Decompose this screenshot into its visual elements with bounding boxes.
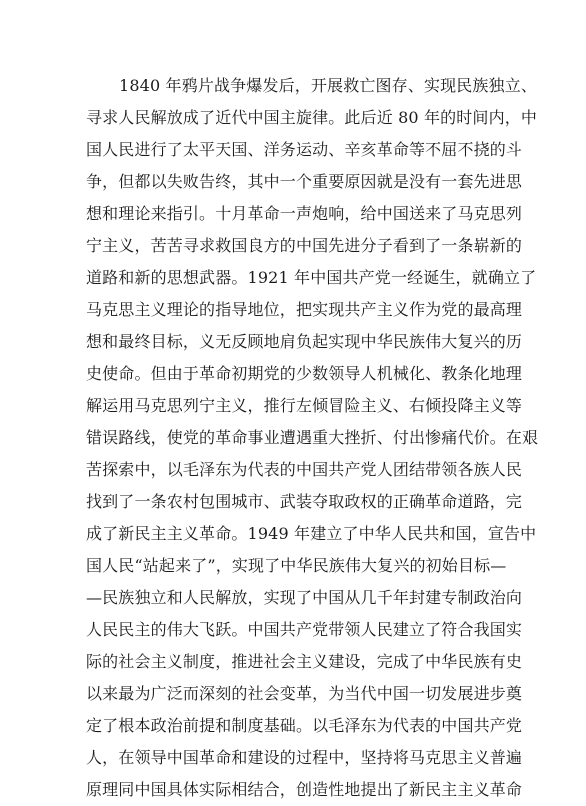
- paragraph-line: 原理同中国具体实际相结合，创造性地提出了新民主主义革命: [86, 780, 523, 799]
- paragraph-line: 际的社会主义制度，推进社会主义建设，完成了中华民族有史: [86, 652, 523, 671]
- paragraph-line: —民族独立和人民解放，实现了中国从几千年封建专制政治向: [86, 588, 523, 607]
- paragraph-line: 人民民主的伟大飞跃。中国共产党带领人民建立了符合我国实: [86, 620, 523, 639]
- paragraph-line: 寻求人民解放成了近代中国主旋律。此后近 80 年的时间内，中: [86, 108, 538, 127]
- paragraph-line: 想和理论来指引。十月革命一声炮响，给中国送来了马克思列: [86, 204, 523, 223]
- paragraph-line: 以来最为广泛而深刻的社会变革，为当代中国一切发展进步奠: [86, 684, 523, 703]
- paragraph-line: 人，在领导中国革命和建设的过程中，坚持将马克思主义普遍: [86, 748, 523, 767]
- paragraph-line: 解运用马克思列宁主义，推行左倾冒险主义、右倾投降主义等: [86, 396, 523, 415]
- paragraph-line: 成了新民主主义革命。1949 年建立了中华人民共和国，宣告中: [86, 524, 537, 543]
- paragraph-line: 苦探索中，以毛泽东为代表的中国共产党人团结带领各族人民: [86, 460, 523, 479]
- paragraph-line: 国人民进行了太平天国、洋务运动、辛亥革命等不屈不挠的斗: [86, 140, 523, 159]
- paragraph-line: 史使命。但由于革命初期党的少数领导人机械化、教条化地理: [86, 364, 523, 383]
- paragraph-line: 马克思主义理论的指导地位，把实现共产主义作为党的最高理: [86, 300, 523, 319]
- paragraph-line: 国人民“站起来了”，实现了中华民族伟大复兴的初始目标—: [86, 556, 507, 575]
- paragraph-line: 定了根本政治前提和制度基础。以毛泽东为代表的中国共产党: [86, 716, 523, 735]
- body-paragraph: [86, 70, 539, 806]
- paragraph-line: 宁主义，苦苦寻求救国良方的中国先进分子看到了一条崭新的: [86, 236, 523, 255]
- paragraph-line: 想和最终目标，义无反顾地肩负起实现中华民族伟大复兴的历: [86, 332, 523, 351]
- paragraph-line: 找到了一条农村包围城市、武装夺取政权的正确革命道路，完: [86, 492, 523, 511]
- paragraph-line: 错误路线，使党的革命事业遭遇重大挫折、付出惨痛代价。在艰: [86, 428, 539, 447]
- paragraph-line: 道路和新的思想武器。1921 年中国共产党一经诞生，就确立了: [86, 268, 537, 287]
- paragraph-line: 争，但都以失败告终，其中一个重要原因就是没有一套先进思: [86, 172, 523, 191]
- paragraph-line: 1840 年鸦片战争爆发后，开展救亡图存、实现民族独立、: [119, 76, 538, 95]
